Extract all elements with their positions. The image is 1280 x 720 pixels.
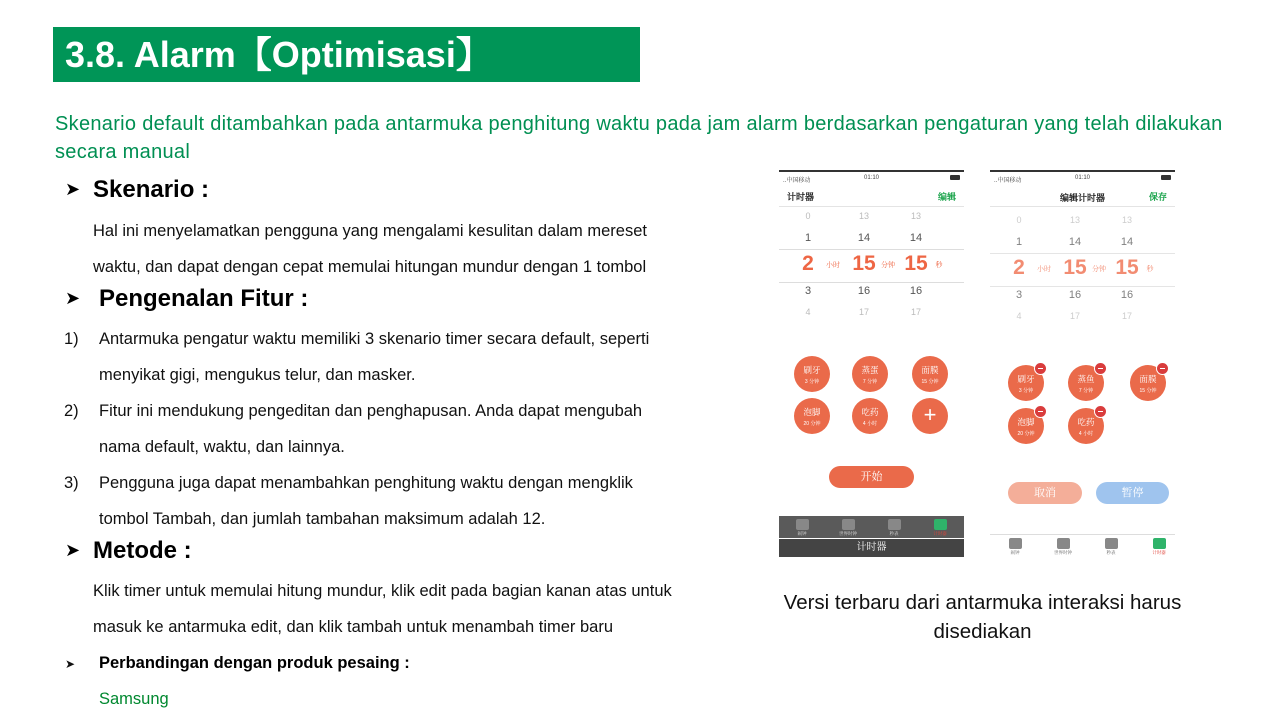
tab-timer[interactable]: 计时器 [925,519,955,537]
add-timer-button[interactable]: + [912,398,948,434]
preset-timer[interactable]: 刷牙 3 分钟 [794,356,830,392]
picker-row: 4 17 17 [805,307,921,317]
fitur-item-3-line-2: tombol Tambah, dan jumlah tambahan maksimum adalah 12. [99,510,546,528]
stopwatch-icon [1105,538,1118,549]
metode-line-1: Klik timer untuk memulai hitung mundur, klik edit pada bagian kanan atas untuk [93,582,672,600]
carrier-text: ..中国移动 [783,178,811,184]
delete-minus-icon[interactable] [1156,362,1169,375]
delete-minus-icon[interactable] [1034,362,1047,375]
picker-row: 0 13 13 [805,211,921,221]
preset-timer-editable[interactable]: 刷牙 3 分钟 [1008,365,1044,401]
nav-bar [779,184,964,207]
list-number: 1) [64,330,79,348]
section-skenario [65,176,209,204]
section-heading: Pengenalan Fitur : [99,285,309,312]
picker-row: 4 17 17 [1016,311,1132,321]
preset-timer-editable[interactable]: 面膜 15 分钟 [1130,365,1166,401]
tab-alarm[interactable]: 闹钟 [1000,538,1030,556]
section-heading: Skenario : [93,176,210,203]
screenshot-caption: Versi terbaru dari antarmuka interaksi harus disediakan [783,591,1182,643]
preset-timer[interactable]: 泡脚 20 分钟 [794,398,830,434]
arrow-bullet-icon: ➤ [65,179,81,199]
slide-title: 3.8. Alarm【Optimisasi】 [65,34,492,75]
picker-row: 1 14 14 [1015,236,1134,248]
tab-stopwatch[interactable]: 秒表 [879,519,909,537]
status-time: 01:10 [1074,175,1090,181]
screen-label: 计时器 [779,539,964,557]
skenario-line-2: waktu, dan dapat dengan cepat memulai hitungan mundur dengan 1 tombol [93,258,647,276]
skenario-line-1: Hal ini menyelamatkan pengguna yang mengalami kesulitan dalam mereset [93,222,647,240]
arrow-bullet-icon: ➤ [65,540,81,560]
picker-row: 0 13 13 [1016,215,1132,225]
fitur-item-1-line-1: Antarmuka pengatur waktu memiliki 3 skenario timer secara default, seperti [99,330,650,348]
time-picker[interactable] [990,207,1175,337]
globe-icon [842,519,855,530]
fitur-item-2-line-1: Fitur ini mendukung pengeditan dan penghapusan. Anda dapat mengubah [99,402,643,420]
tab-alarm[interactable]: 闹钟 [787,519,817,537]
section-metode [65,537,192,565]
screen-title: 编辑计时器 [1059,193,1105,203]
stopwatch-icon [888,519,901,530]
alarm-clock-icon [1009,538,1022,549]
preset-timer[interactable]: 吃药 4 小时 [852,398,888,434]
fitur-item-2-line-2: nama default, waktu, dan lainnya. [99,438,345,456]
cancel-button[interactable]: 取消 [1008,482,1082,504]
preset-timer-editable[interactable]: 蒸鱼 7 分钟 [1068,365,1104,401]
screen-title: 计时器 [787,192,815,202]
perbandingan-heading: Perbandingan dengan produk pesaing : [99,654,410,672]
competitor-name: Samsung [99,690,169,708]
tab-stopwatch[interactable]: 秒表 [1096,538,1126,556]
pause-button[interactable]: 暂停 [1096,482,1169,504]
save-button[interactable]: 保存 [1148,192,1167,202]
globe-icon [1057,538,1070,549]
picker-row: 1 14 14 [804,232,923,244]
tab-timer[interactable]: 计时器 [1144,538,1174,556]
time-picker[interactable] [779,207,964,337]
arrow-bullet-icon: ➤ [65,288,81,308]
fitur-item-3-line-1: Pengguna juga dapat menambahkan penghitung waktu dengan mengklik [99,474,633,492]
preset-timer-editable[interactable]: 吃药 4 小时 [1068,408,1104,444]
preset-timer-editable[interactable]: 泡脚 20 分钟 [1008,408,1044,444]
battery-icon [1161,175,1171,180]
preset-timer[interactable]: 面膜 15 分钟 [912,356,948,392]
battery-icon [950,175,960,180]
alarm-clock-icon [796,519,809,530]
section-heading: Metode : [93,537,192,564]
tab-bar [779,516,964,538]
picker-selected-row: 2 小时 15 分钟 15 秒 [802,252,943,275]
delete-minus-icon[interactable] [1034,405,1047,418]
metode-line-2: masuk ke antarmuka edit, dan klik tambah untuk menambah timer baru [93,618,614,636]
timer-icon [1153,538,1166,549]
delete-minus-icon[interactable] [1094,362,1107,375]
status-bar [779,172,964,184]
phone-screenshot-edit-timer [990,170,1175,560]
list-number: 2) [64,402,79,420]
nav-bar [990,184,1175,207]
timer-icon [934,519,947,530]
tab-world-clock[interactable]: 世界时钟 [833,519,863,537]
delete-minus-icon[interactable] [1094,405,1107,418]
list-number: 3) [64,474,79,492]
tab-world-clock[interactable]: 世界时钟 [1048,538,1078,556]
phone-screenshot-timer [779,170,964,560]
picker-row: 3 16 16 [1015,289,1134,301]
tab-bar [990,534,1175,557]
picker-selected-row: 2 小时 15 分钟 15 秒 [1013,256,1154,279]
title-bar [53,27,640,82]
preset-timer[interactable]: 蒸蛋 7 分钟 [852,356,888,392]
arrow-bullet-icon: ➤ [65,657,76,671]
section-fitur [65,285,308,313]
status-time: 01:10 [863,175,879,181]
status-bar [990,172,1175,184]
picker-row: 3 16 16 [804,285,923,297]
fitur-item-1-line-2: menyikat gigi, mengukus telur, dan masker. [99,366,416,384]
carrier-text: ..中国移动 [994,178,1022,184]
intro-text: Skenario default ditambahkan pada antarmuka penghitung waktu pada jam alarm berdasarkan pengaturan yang telah dilakukan secara manual [55,113,1223,163]
start-button[interactable]: 开始 [829,466,914,488]
edit-button[interactable]: 编辑 [937,192,956,202]
